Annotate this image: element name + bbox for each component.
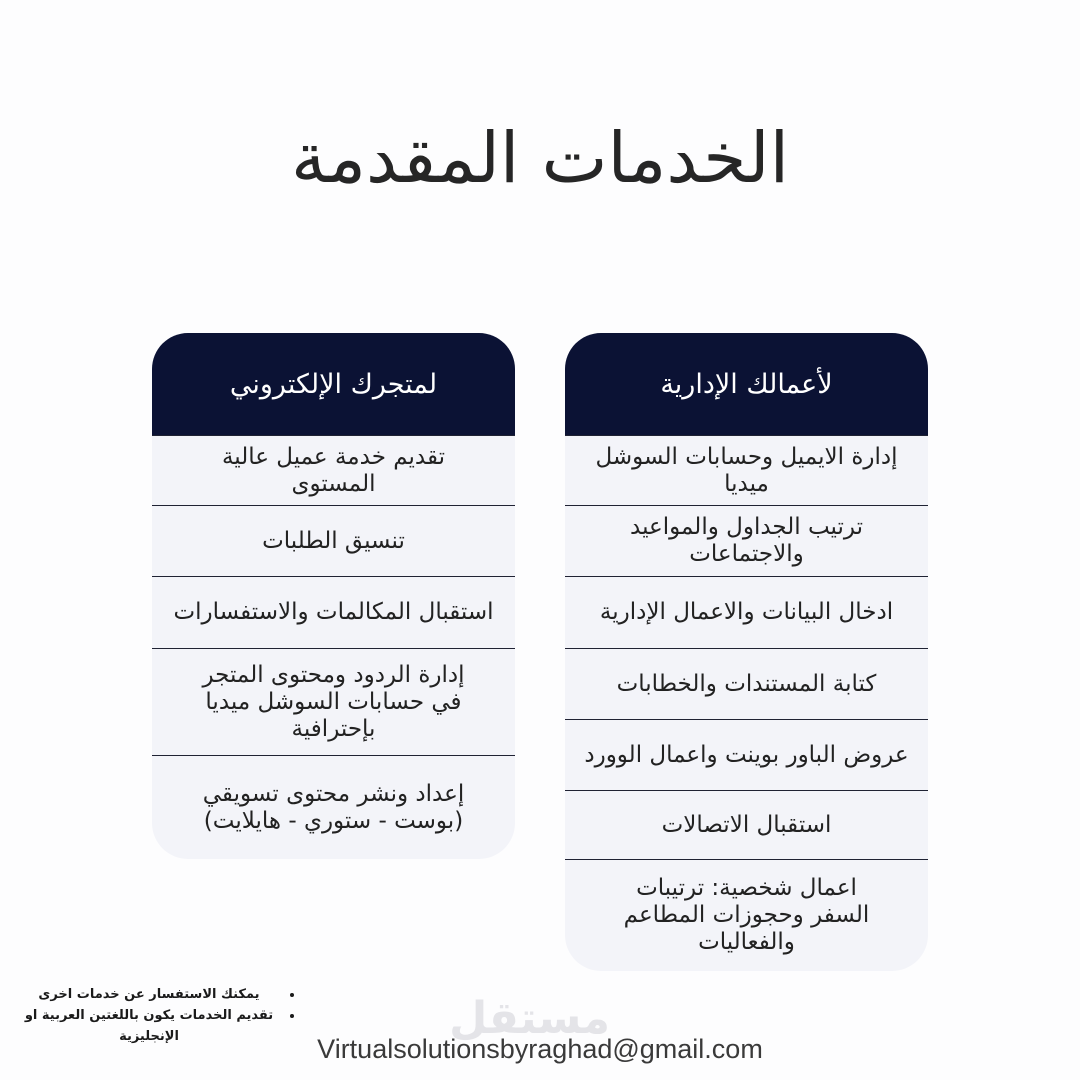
admin-services-heading: لأعمالك الإدارية: [565, 333, 928, 435]
footnote-item: • تقديم الخدمات يكون باللغتين العربية او الإنجليزية: [18, 1005, 280, 1047]
list-item: تنسيق الطلبات: [152, 505, 515, 576]
footnote-item: • يمكنك الاستفسار عن خدمات اخرى: [18, 984, 280, 1005]
list-item: إدارة الايميل وحسابات السوشل ميديا: [565, 435, 928, 505]
list-item: اعمال شخصية: ترتيبات السفر وحجوزات المطاعم والفعاليات: [565, 859, 928, 971]
page-title: الخدمات المقدمة: [290, 117, 790, 199]
admin-services-list: [565, 435, 928, 971]
contact-email: Virtualsolutionsbyraghad@gmail.com: [317, 1034, 763, 1064]
list-item: إعداد ونشر محتوى تسويقي (بوست - ستوري - هايلايت): [152, 755, 515, 859]
store-services-card: [152, 333, 515, 859]
list-item: استقبال المكالمات والاستفسارات: [152, 576, 515, 648]
list-item: تقديم خدمة عميل عالية المستوى: [152, 435, 515, 505]
list-item: عروض الباور بوينت واعمال الوورد: [565, 719, 928, 790]
watermark-logo: مستقل: [449, 993, 610, 1044]
store-services-list: [152, 435, 515, 859]
list-item: ترتيب الجداول والمواعيد والاجتماعات: [565, 505, 928, 576]
list-item: إدارة الردود ومحتوى المتجر في حسابات السوشل ميديا بإحترافية: [152, 648, 515, 755]
admin-services-card: [565, 333, 928, 971]
list-item: كتابة المستندات والخطابات: [565, 648, 928, 719]
list-item: ادخال البيانات والاعمال الإدارية: [565, 576, 928, 648]
list-item: استقبال الاتصالات: [565, 790, 928, 859]
store-services-heading: لمتجرك الإلكتروني: [152, 333, 515, 435]
